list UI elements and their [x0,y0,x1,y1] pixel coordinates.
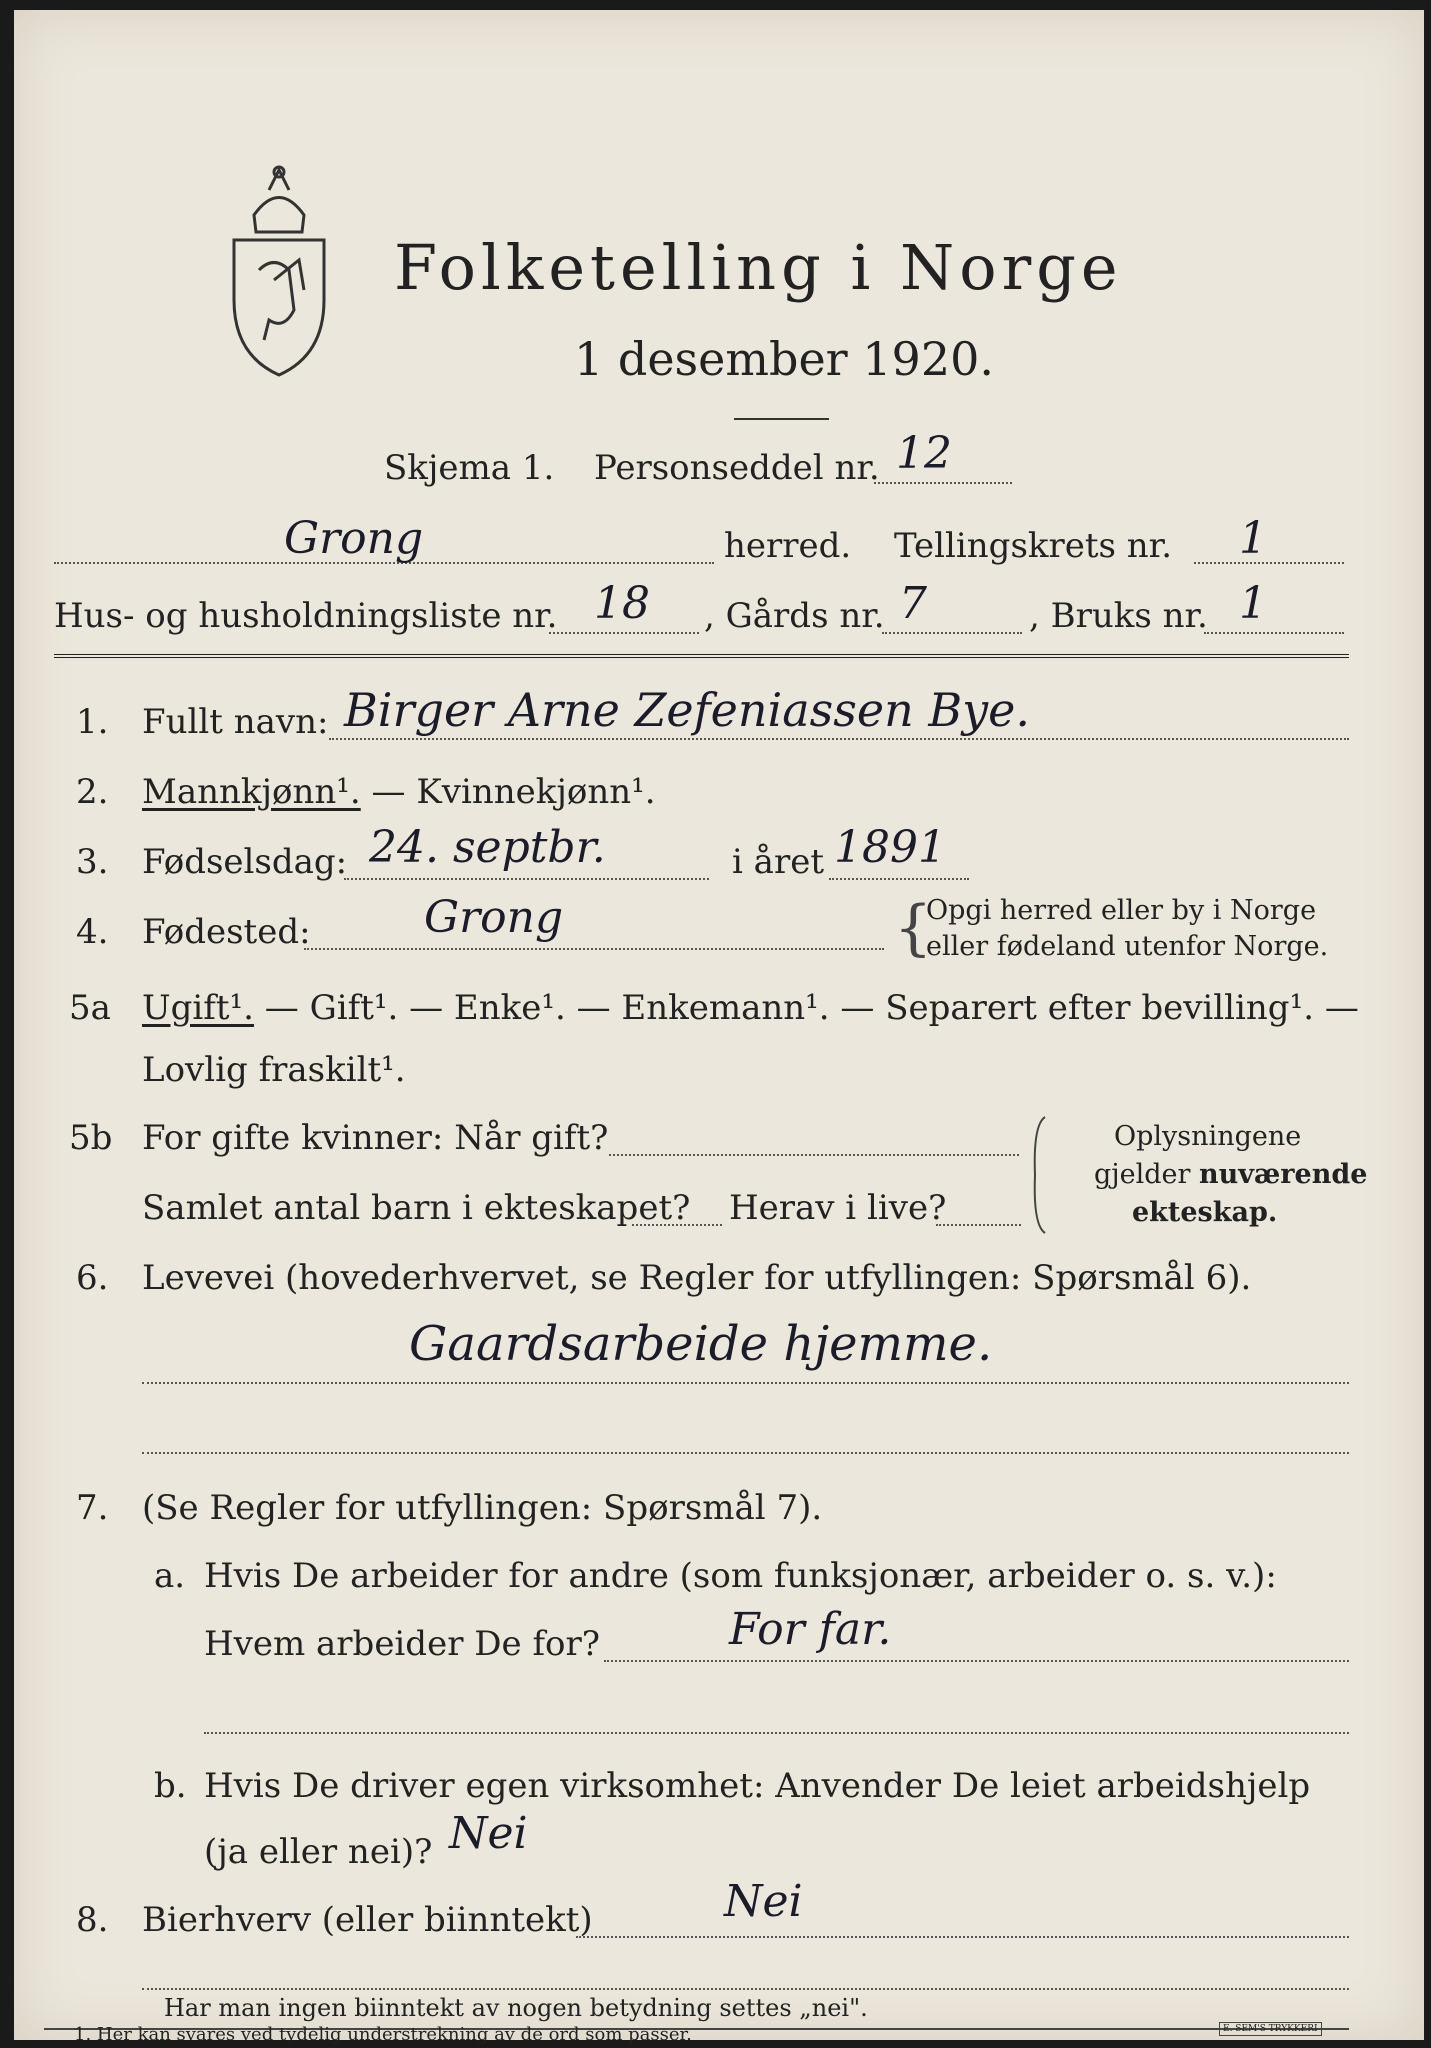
printer-stamp: E. SEM'S TRYKKERI [1219,2022,1322,2036]
footer-note: Har man ingen biinntekt av nogen betydning settes „nei". [164,1994,868,2022]
header-double-rule [54,652,1349,658]
herred-label: herred. [724,526,852,566]
q5a-line2: Lovlig fraskilt¹. [142,1050,406,1090]
q5b-label-2: Samlet antal barn i ekteskapet? [142,1188,691,1228]
bruks-value: 1 [1239,578,1267,629]
q7b-value: Nei [449,1808,528,1859]
q3-line [344,878,709,880]
q5a-number: 5a [69,988,111,1028]
q3-value: 24. septbr. [369,822,606,873]
footnote: 1. Her kan svares ved tydelig understrekning av de ord som passer. [74,2024,692,2045]
q4-label: Fødested: [142,912,311,952]
q1-line [329,738,1349,740]
q6-number: 6. [76,1258,109,1298]
bruks-line [1204,632,1344,634]
q4-line [304,948,884,950]
q7a-answer-line [604,1660,1349,1662]
form-title: Folketelling i Norge [394,231,1123,304]
q6-line-1 [142,1382,1349,1384]
gards-label: , Gårds nr. [704,596,885,636]
q2-male: Mannkjønn¹. [142,772,361,812]
q2-sep: — [360,772,417,812]
q3-year-label: i året [732,842,824,882]
q7a-extra-line [204,1732,1349,1734]
q5b-note-2a: gjelder [1094,1159,1200,1190]
q7-label: (Se Regler for utfyllingen: Spørsmål 7). [142,1488,823,1528]
q6-value: Gaardsarbeide hjemme. [409,1316,993,1372]
q3-year-line [829,878,969,880]
q8-number: 8. [76,1900,109,1940]
q2-number: 2. [76,772,109,812]
personseddel-value: 12 [896,428,952,479]
hus-label: Hus- og husholdningsliste nr. [54,596,558,636]
q8-value: Nei [724,1876,803,1927]
gards-value: 7 [899,578,927,629]
q5b-number: 5b [69,1118,113,1158]
q4-value: Grong [424,892,564,943]
q7a-line-1: Hvis De arbeider for andre (som funksjonær, arbeider o. s. v.): [204,1556,1277,1596]
q5b-line-3 [936,1224,1021,1226]
q7-number: 7. [76,1488,109,1528]
q3-label: Fødselsdag: [142,842,348,882]
q5a-options [142,988,1359,1028]
hus-value: 18 [594,578,650,629]
q3-year-value: 1891 [834,822,946,873]
q1-number: 1. [76,702,109,742]
tellingskrets-line [1194,562,1344,564]
q7b-letter: b. [154,1766,187,1806]
q5b-line-1 [609,1154,1019,1156]
q5b-line-2 [632,1224,722,1226]
q4-brace: { [894,893,933,963]
q1-label: Fullt navn: [142,702,329,742]
q7a-value: For far. [729,1604,892,1655]
q2-female: Kvinnekjønn¹. [416,772,656,812]
q1-value: Birger Arne Zefeniassen Bye. [344,683,1030,737]
q4-note-2: eller fødeland utenfor Norge. [926,931,1329,962]
q8-label: Bierhverv (eller biinntekt) [142,1900,593,1940]
q7a-letter: a. [154,1556,186,1596]
q5b-label-3: Herav i live? [729,1188,947,1228]
skjema-label: Skjema 1. [384,448,555,488]
q7b-line-2: (ja eller nei)? [204,1832,433,1872]
q5b-note-3: ekteskap. [1132,1197,1278,1228]
gards-line [882,632,1022,634]
q5b-bracket [1029,1115,1049,1235]
q4-number: 4. [76,912,109,952]
q5b-label-1: For gifte kvinner: Når gift? [142,1118,609,1158]
census-form [14,10,1424,2045]
q8-extra-line [142,1988,1349,1990]
form-date: 1 desember 1920. [574,332,994,386]
bruks-label: , Bruks nr. [1029,596,1208,636]
norway-coat-of-arms-icon [214,160,344,385]
q3-number: 3. [76,842,109,882]
q8-line [576,1936,1349,1938]
title-divider [734,418,829,420]
q5a-rest: — Gift¹. — Enke¹. — Enkemann¹. — Separert efter bevilling¹. — [253,988,1359,1028]
q5a-ugift: Ugift¹. [142,988,254,1028]
hus-line [549,632,699,634]
q5b-note-1: Oplysningene [1114,1121,1302,1152]
q7a-line-2: Hvem arbeider De for? [204,1624,600,1664]
q4-note-1: Opgi herred eller by i Norge [926,895,1317,926]
q2-text [142,772,656,812]
q6-line-2 [142,1452,1349,1454]
personseddel-label: Personseddel nr. [594,448,880,488]
tellingskrets-label: Tellingskrets nr. [894,526,1173,566]
q6-label: Levevei (hovederhvervet, se Regler for utfyllingen: Spørsmål 6). [142,1258,1252,1298]
q7b-line-1: Hvis De driver egen virksomhet: Anvender De leiet arbeidshjelp [204,1766,1311,1806]
tellingskrets-value: 1 [1239,513,1267,564]
q5b-note-2 [1094,1158,1367,1192]
personseddel-line [874,482,1012,484]
herred-value: Grong [284,513,424,564]
q5b-note-2b: nuværende [1199,1159,1368,1190]
